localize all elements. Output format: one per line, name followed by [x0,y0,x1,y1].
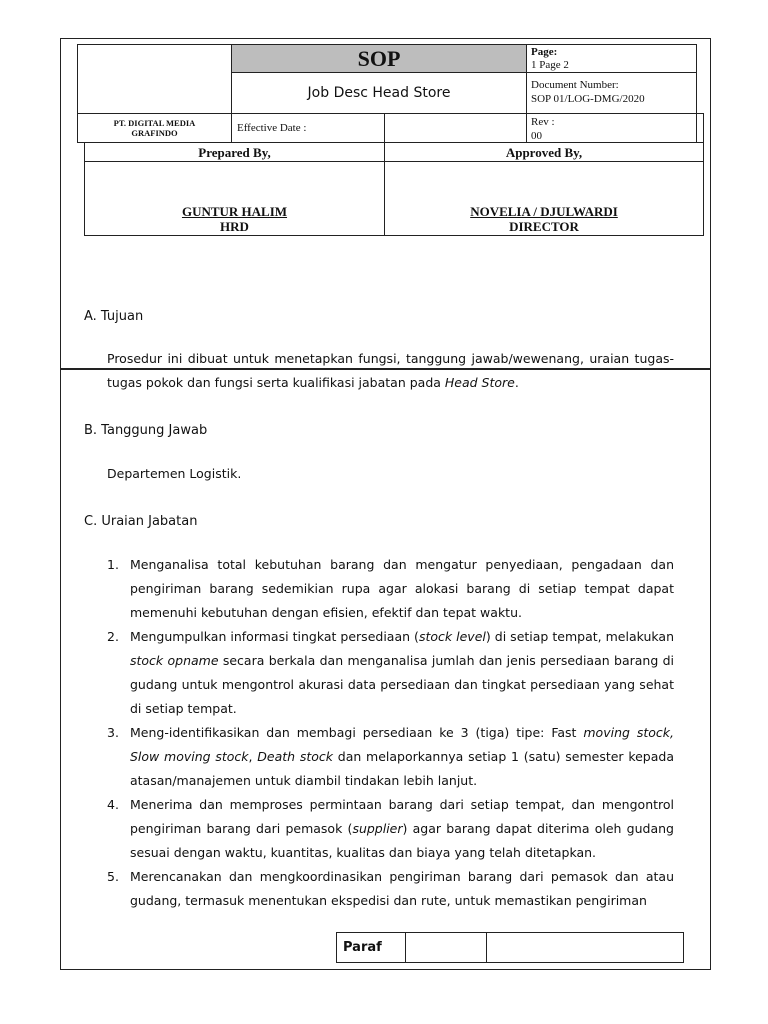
duty-number: 3. [107,725,119,740]
duty-item [107,721,674,793]
duty-item [107,625,674,721]
duty-text: Mengumpulkan informasi tingkat persediaan ( [130,629,419,644]
company-cell [77,113,232,143]
duty-text: ) agar barang dapat diterima oleh gudang sesuai dengan waktu, kuantitas, kualitas dan biaya yang telah ditetapkan. [130,821,674,860]
prepared-role: HRD [220,219,249,234]
doc-number-value: SOP 01/LOG-DMG/2020 [531,93,645,105]
section-c-heading: C. Uraian Jabatan [84,514,198,529]
doc-title: Job Desc Head Store [307,85,451,101]
duty-number: 4. [107,797,119,812]
approved-role: DIRECTOR [509,219,579,234]
section-b-text: Departemen Logistik. [107,466,242,481]
section-a-text [107,347,674,395]
approved-name: NOVELIA / DJULWARDI [470,204,618,219]
effective-date-label: Effective Date : [237,122,307,134]
rev-cell-extension [696,113,704,143]
rev-cell [526,113,697,143]
duty-text-italic: supplier [352,821,403,836]
paraf-label-cell [336,932,406,963]
effective-date-label-cell [231,113,385,143]
effective-date-value-cell [384,113,527,143]
doc-title-cell [231,72,527,114]
approved-signature-cell [384,161,704,236]
duty-text: Merencanakan dan mengkoordinasikan pengiriman barang dari pemasok dan atau gudang, termasuk menentukan ekspedisi dan rute, untuk memastikan pengiriman [130,869,674,908]
paraf-signature-cell-2 [486,932,684,963]
prepared-by-label: Prepared By, [198,145,271,160]
company-name-line1: PT. DIGITAL MEDIA [113,118,196,128]
prepared-name: GUNTUR HALIM [181,204,288,219]
duty-text: Meng-identifikasikan dan membagi persediaan ke 3 (tiga) tipe: Fast [130,725,584,740]
prepared-by-header [84,142,385,162]
doc-number-cell [526,72,697,114]
sop-title [231,44,527,73]
doc-number-label: Document Number: [531,79,619,91]
rev-label: Rev : [531,116,555,128]
duty-text: dan melaporkannya setiap 1 (satu) semester kepada atasan/manajemen untuk diambil tindakan lebih lanjut. [130,749,674,788]
duty-text-italic: stock opname [130,653,219,668]
duty-item [107,865,674,913]
approved-by-header [384,142,704,162]
prepared-signature-cell [84,161,385,236]
approved-by-label: Approved By, [505,145,583,160]
section-a-text-main: Prosedur ini dibuat untuk menetapkan fungsi, tanggung jawab/wewenang, uraian tugas-tugas pokok dan fungsi serta kualifikasi jabatan pada [107,351,674,390]
duty-text: Menerima dan memproses permintaan barang dari setiap tempat, dan mengontrol pengiriman barang dari pemasok ( [130,797,674,836]
duty-text-italic: stock level [418,629,486,644]
duty-text: ) di setiap tempat, melakukan [485,629,675,644]
duty-list [107,553,674,913]
company-name-line2: GRAFINDO [131,128,178,138]
duty-item [107,793,674,865]
section-a-heading: A. Tujuan [84,309,144,324]
logo-cell [77,44,232,114]
rev-value: 00 [531,130,542,142]
paraf-label: Paraf [343,940,382,955]
duty-number: 5. [107,869,119,884]
section-a-text-italic: Head Store [444,375,515,390]
duty-text: Menganalisa total kebutuhan barang dan mengatur penyediaan, pengadaan dan pengiriman barang sedemikian rupa agar alokasi barang di setiap tempat dapat memenuhi kebutuhan dengan efisien, efektif dan tepat waktu. [130,557,674,620]
duty-text-italic: moving stock, Slow moving stock [130,725,674,764]
page-value: 1 Page 2 [531,59,569,71]
duty-text-italic: Death stock [257,749,333,764]
duty-number: 2. [107,629,119,644]
section-b-heading: B. Tanggung Jawab [84,423,208,438]
page-label: Page: [531,46,558,58]
paraf-signature-cell-1 [405,932,487,963]
duty-number: 1. [107,557,119,572]
sop-title-text: SOP [357,45,401,71]
duty-text: secara berkala dan menganalisa jumlah dan jenis persediaan barang di gudang untuk mengontrol akurasi data persediaan dan tingkat persediaan yang sehat di setiap tempat. [130,653,674,716]
duty-text: , [248,749,258,764]
duty-item [107,553,674,625]
section-a-text-end: . [514,375,519,390]
scan-divider-line [60,368,711,370]
page-cell [526,44,697,73]
